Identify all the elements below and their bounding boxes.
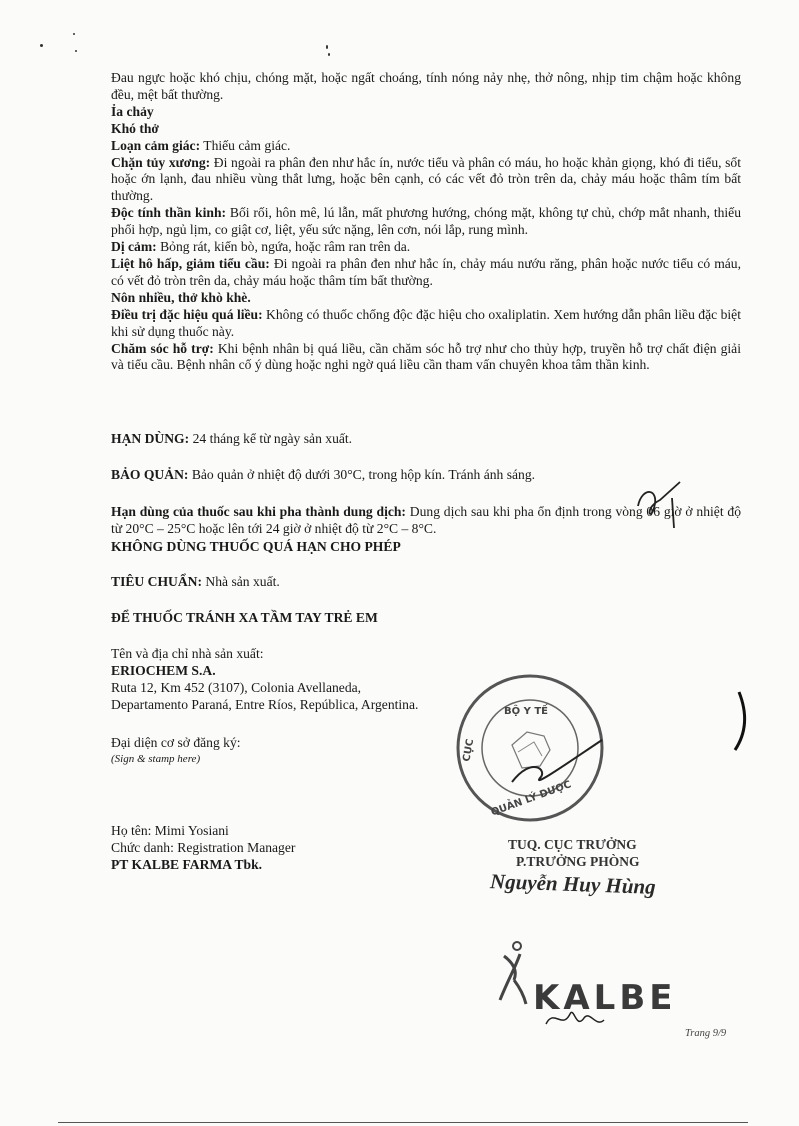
stamp-bottom-text: QUẢN LÝ DƯỢC	[489, 779, 573, 819]
initials-mark	[620, 478, 700, 538]
scan-border-line	[58, 1122, 748, 1123]
manufacturer-address-1: Ruta 12, Km 452 (3107), Colonia Avellaneda,	[111, 680, 362, 695]
standard-label: TIÊU CHUẨN:	[111, 574, 203, 589]
paragraph-paresthesia	[111, 239, 741, 256]
registrant-name: Họ tên: Mimi Yosiani	[111, 823, 229, 838]
shelf-life-label: HẠN DÙNG:	[111, 431, 190, 446]
paragraph-respiratory-paralysis	[111, 256, 741, 290]
sign-hint: (Sign & stamp here)	[111, 753, 201, 765]
manufacturer-block	[111, 645, 741, 713]
label: Chăm sóc hỗ trợ:	[111, 340, 214, 356]
shelf-life-text: 24 tháng kể từ ngày sản xuất.	[189, 431, 353, 446]
shelf-life	[111, 430, 741, 447]
registrant-block	[111, 734, 741, 768]
paragraph-neurotoxicity	[111, 205, 741, 239]
kalbe-figure-icon	[490, 940, 538, 1010]
manufacturer-address-2: Departamento Paraná, Entre Ríos, República, Argentina.	[111, 697, 419, 712]
keep-away-warning: ĐỂ THUỐC TRÁNH XA TẦM TAY TRẺ EM	[111, 610, 378, 625]
manufacturer-intro: Tên và địa chỉ nhà sản xuất:	[111, 646, 264, 661]
manufacturer-name: ERIOCHEM S.A.	[111, 663, 216, 678]
label: Loạn cảm giác:	[111, 137, 201, 153]
reconstituted-text: Dung dịch sau khi pha ổn định trong vòng 06 giờ ở nhiệt độ từ 20°C – 25°C hoặc lên tới 24 giờ ở nhiệt độ từ 2°C – 8°C.	[111, 504, 741, 536]
text: Khi bệnh nhân bị quá liều, cần chăm sóc hỗ trợ như cho thủy hợp, truyền hỗ trợ chất điện giải và tiểu cầu. Bệnh nhân cố ý dùng hoặc nghi ngờ quá liều cần tham vấn chuyên khoa tâm thần kinh.	[111, 340, 741, 373]
official-stamp	[452, 670, 612, 830]
registrant-details	[111, 822, 741, 873]
label: Liệt hô hấp, giảm tiểu cầu:	[111, 255, 270, 271]
kalbe-logo-text: KALBE	[533, 978, 677, 1018]
approval-line-2: P.TRƯỞNG PHÒNG	[516, 854, 640, 869]
text: Thiếu cảm giác.	[200, 137, 291, 153]
logo-signature	[540, 1000, 610, 1040]
page-number: Trang 9/9	[685, 1028, 727, 1039]
storage-text: Bảo quản ở nhiệt độ dưới 30°C, trong hộp kín. Tránh ánh sáng.	[188, 467, 536, 482]
label: Độc tính thần kinh:	[111, 205, 227, 221]
paragraph-bone-marrow	[111, 155, 741, 206]
text: Bối rối, hôn mê, lú lẫn, mất phương hướng, chóng mặt, không tự chủ, chớp mắt nhanh, thiếu phối hợp, ngủ lịm, co giật cơ, liệt, yếu sức nặng, lên cơn, nói lắp, rung mình.	[111, 205, 742, 238]
text: Bỏng rát, kiến bò, ngứa, hoặc râm ran trên da.	[156, 239, 411, 255]
paragraph-supportive-care	[111, 341, 741, 375]
scan-speck	[326, 45, 328, 49]
no-expired-warning: KHÔNG DÙNG THUỐC QUÁ HẠN CHO PHÉP	[111, 539, 401, 554]
heading-dyspnea: Khó thở	[111, 120, 159, 136]
standard	[111, 573, 741, 590]
registrant-label: Đại diện cơ sở đăng ký:	[111, 735, 241, 750]
label: Điều trị đặc hiệu quá liều:	[111, 306, 263, 322]
reconstituted-label: Hạn dùng của thuốc sau khi pha thành dung dịch:	[111, 504, 406, 519]
paragraph-specific-treatment	[111, 307, 741, 341]
text: Đi ngoài ra phân đen như hắc ín, nước tiểu và phân có máu, ho hoặc khản giọng, khó đi tiểu, sốt hoặc ớn lạnh, đau nhiều vùng thắt lưng, hoặc bên cạnh, có các vết đỏ tròn trên da, chảy máu hoặc thâm tím bất thường.	[111, 154, 742, 204]
paragraph-symptoms: Đau ngực hoặc khó chịu, chóng mặt, hoặc ngất choáng, tính nóng nảy nhẹ, thở nông, nhịp tim chậm hoặc không đều, mệt bất thường.	[111, 70, 741, 102]
heading-diarrhea: Ỉa chảy	[111, 103, 154, 119]
heading-vomiting: Nôn nhiều, thở khò khè.	[111, 289, 251, 305]
overdose-section	[111, 70, 741, 374]
scan-speck	[75, 50, 77, 52]
registrant-company: PT KALBE FARMA Tbk.	[111, 857, 263, 872]
approval-titles	[508, 836, 640, 870]
approval-signer-name: Nguyễn Huy Hùng	[489, 869, 657, 899]
scan-speck	[328, 53, 330, 56]
text: Không có thuốc chống độc đặc hiệu cho oxaliplatin. Xem hướng dẫn phân liều đặc biệt khi sử dụng thuốc này.	[111, 306, 741, 339]
label: Dị cảm:	[111, 239, 157, 255]
scan-speck	[40, 44, 43, 47]
standard-text: Nhà sản xuất.	[202, 574, 280, 589]
approval-line-1: TUQ. CỤC TRƯỞNG	[508, 837, 637, 852]
stamp-top-text: BỘ Y TẾ	[504, 706, 548, 717]
text: Đi ngoài ra phân đen như hắc ín, chảy máu nướu răng, phân hoặc nước tiểu có máu, có vết đỏ tròn trên da, chảy máu hoặc thâm tím bất thường.	[111, 255, 741, 288]
label: Chặn tủy xương:	[111, 154, 211, 170]
paragraph-dysesthesia	[111, 138, 741, 155]
stamp-left-text: CỤC	[461, 738, 477, 763]
registrant-title: Chức danh: Registration Manager	[111, 840, 296, 855]
scan-speck	[73, 33, 75, 35]
edge-mark	[725, 688, 755, 758]
storage-label: BẢO QUẢN:	[111, 467, 189, 482]
